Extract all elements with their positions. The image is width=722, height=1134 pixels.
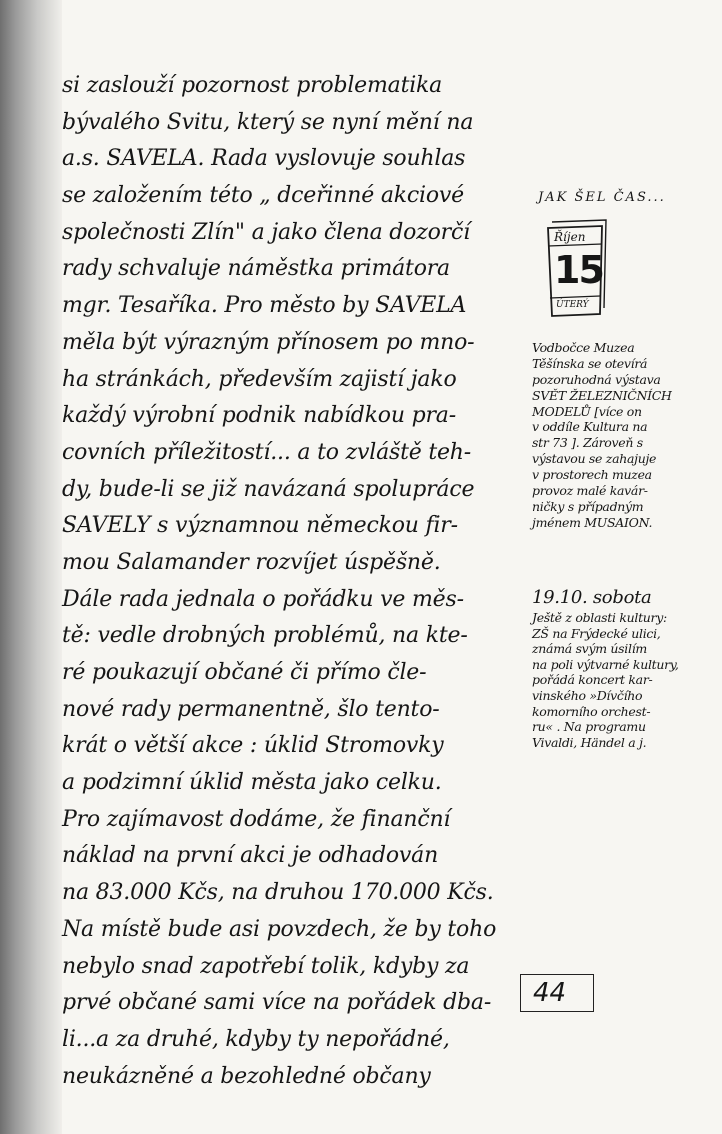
sidebar-note-line: provoz malé kavár- [532, 483, 648, 499]
text-line: prvé občané sami více na pořádek dba- [62, 990, 492, 1016]
text-line: Na místě bude asi povzdech, že by toho [62, 916, 497, 942]
page-gutter-shadow [0, 0, 62, 1134]
calendar-weekday: ÚTERÝ [556, 300, 589, 310]
sidebar-note-line: v prostorech muzea [532, 467, 652, 483]
sidebar-note-line: pořádá koncert kar- [532, 672, 653, 688]
text-line: krát o větší akce : úklid Stromovky [62, 733, 444, 759]
sidebar-note-line: Těšínska se otevírá [532, 355, 648, 371]
sidebar-note-line: v oddíle Kultura na [532, 419, 648, 435]
text-line: ré poukazují občané či přímo čle- [62, 660, 427, 685]
sidebar-note-line: na poli výtvarné kultury, [532, 656, 679, 672]
text-line: měla být výrazným přínosem po mno- [62, 329, 475, 355]
sidebar-note-line: pozoruhodná výstava [532, 371, 661, 387]
text-line: nebylo snad zapotřebí tolik, kdyby za [62, 953, 470, 979]
text-line: covních příležitostí... a to zvláště teh- [62, 439, 471, 465]
sidebar-note-line: str 73 ]. Zároveň s [532, 435, 643, 451]
sidebar-note-line: ZŠ na Frýdecké ulici, [532, 625, 661, 641]
sidebar-note-line: SVĚT ŽELEZNIČNÍCH [532, 387, 672, 403]
sidebar-note-line: Ještě z oblasti kultury: [532, 610, 667, 625]
text-line: se založením této „ dceřinné akciové [62, 183, 464, 209]
sidebar-note-line: ru« . Na programu [532, 719, 646, 735]
text-line: mou Salamander rozvíjet úspěšně. [62, 549, 441, 575]
text-line: tě: vedle drobných problémů, na kte- [62, 623, 468, 649]
sidebar-heading: JAK ŠEL ČAS... [538, 190, 666, 205]
text-line: nové rady permanentně, šlo tento- [62, 696, 440, 722]
text-line: bývalého Svitu, který se nyní mění na [62, 109, 474, 135]
sidebar-note-line: komorního orchest- [532, 703, 651, 719]
calendar-month: Říjen [554, 230, 586, 244]
text-line: náklad na první akci je odhadován [62, 843, 439, 869]
text-line: si zaslouží pozornost problematika [62, 73, 443, 98]
text-line: Pro zajímavost dodáme, že finanční [62, 806, 451, 832]
text-line: ha stránkách, především zajistí jako [62, 366, 457, 392]
calendar-icon [542, 218, 608, 322]
sidebar-note-line: výstavou se zahajuje [532, 451, 657, 467]
sidebar-note-line: Vivaldi, Händel a j. [532, 734, 647, 750]
text-line: li...a za druhé, kdyby ty nepořádné, [62, 1026, 450, 1052]
text-line: a.s. SAVELA. Rada vyslovuje souhlas [62, 146, 466, 172]
text-line: na 83.000 Kčs, na druhou 170.000 Kčs. [62, 880, 494, 906]
text-line: dy, bude-li se již navázaná spolupráce [62, 476, 475, 502]
main-text-column [62, 68, 518, 1095]
sidebar-note-date: 19.10. sobota [532, 587, 652, 608]
calendar-day: 15 [554, 248, 603, 292]
sidebar-note-line: ničky s případným [532, 498, 644, 514]
sidebar-note-line: jménem MUSAION. [532, 514, 653, 530]
sidebar-note-line: vinského »Dívčího [532, 687, 643, 703]
sidebar-note-line: Vodbočce Muzea [532, 340, 635, 355]
text-line: SAVELY s významnou německou fir- [62, 513, 458, 539]
page-number: 44 [520, 974, 594, 1012]
text-line: neukázněné a bezohledné občany [62, 1063, 431, 1089]
text-line: každý výrobní podnik nabídkou pra- [62, 403, 456, 429]
text-line: rady schvaluje náměstka primátora [62, 256, 450, 282]
text-line: mgr. Tesaříka. Pro město by SAVELA [62, 293, 467, 319]
sidebar-note-concert [532, 586, 679, 750]
sidebar-note-line: známá svým úsilím [532, 641, 647, 657]
text-line: společnosti Zlín" a jako člena dozorčí [62, 219, 470, 245]
text-line: Dále rada jednala o pořádku ve měs- [62, 586, 464, 612]
text-line: a podzimní úklid města jako celku. [62, 770, 442, 796]
sidebar-note-museum [532, 340, 672, 531]
sidebar-note-line: MODELŮ [více on [532, 403, 642, 419]
